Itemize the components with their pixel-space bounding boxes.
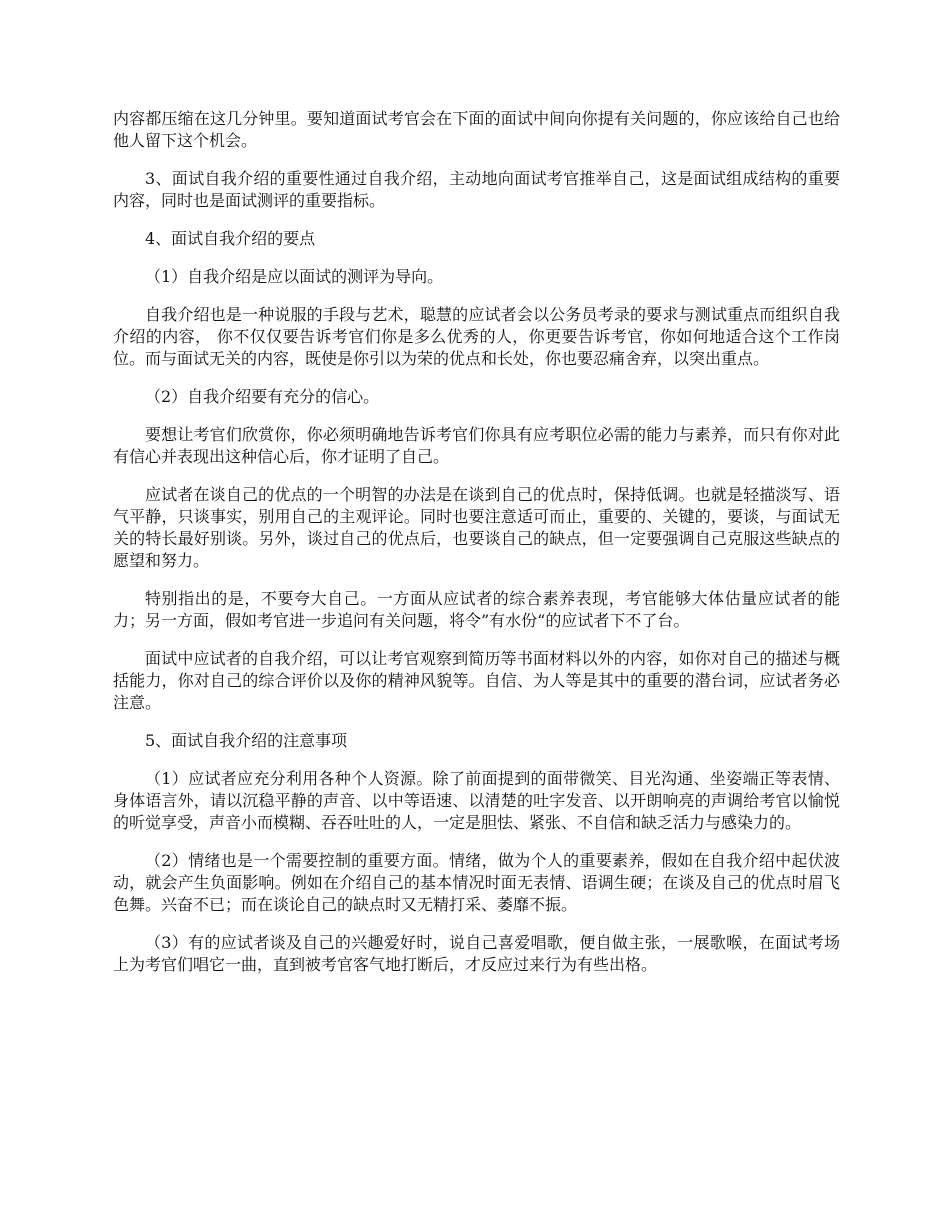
- subheading-4-1: （1）自我介绍是应以面试的测评为导向。: [145, 267, 444, 286]
- paragraph-4-2-body-3: 特别指出的是，不要夸大自己。一方面从应试者的综合素养表现，考官能够大体估量应试者的能力；另一方面，假如考官进一步追问有关问题，将令”有水份“的应试者下不了台。: [113, 589, 840, 630]
- paragraph-continuation: 内容都压缩在这几分钟里。要知道面试考官会在下面的面试中间向你提有关问题的，你应该给自己也给他人留下这个机会。: [113, 109, 840, 150]
- paragraph-4-2-body-1: 要想让考官们欣赏你，你必须明确地告诉考官们你具有应考职位必需的能力与素养，而只有你对此有信心并表现出这种信心后，你才证明了自己。: [113, 425, 840, 466]
- heading-section-5: 5、面试自我介绍的注意事项: [145, 731, 348, 750]
- paragraph-4-2-body-4: 面试中应试者的自我介绍，可以让考官观察到简历等书面材料以外的内容，如你对自己的描述与概括能力，你对自己的综合评价以及你的精神风貌等。自信、为人等是其中的重要的潜台词，应试者务必注意。: [113, 649, 840, 712]
- paragraph-section-3: 3、面试自我介绍的重要性通过自我介绍，主动地向面试考官推举自己，这是面试组成结构的重要内容，同时也是面试测评的重要指标。: [113, 169, 840, 210]
- document-body: [113, 108, 840, 992]
- paragraph-5-3: （3）有的应试者谈及自己的兴趣爱好时，说自己喜爱唱歌，便自做主张，一展歌喉，在面试考场上为考官们唱它一曲，直到被考官客气地打断后，才反应过来行为有些出格。: [113, 933, 840, 974]
- paragraph-4-2-body-2: 应试者在谈自己的优点的一个明智的办法是在谈到自己的优点时，保持低调。也就是轻描淡写、语气平静，只谈事实，别用自己的主观评论。同时也要注意适可而止，重要的、关键的，要谈，与面试无关的特长最好别谈。另外，谈过自己的优点后，也要谈自己的缺点，但一定要强调自己克服这些缺点的愿望和努力。: [113, 485, 840, 570]
- paragraph-5-1: （1）应试者应充分利用各种个人资源。除了前面提到的面带微笑、目光沟通、坐姿端正等表情、身体语言外，请以沉稳平静的声音、以中等语速、以清楚的吐字发音、以开朗响亮的声调给考官以愉悦的听觉享受，声音小而模糊、吞吞吐吐的人，一定是胆怯、紧张、不自信和缺乏活力与感染力的。: [113, 769, 840, 832]
- paragraph-5-2: （2）情绪也是一个需要控制的重要方面。情绪，做为个人的重要素养，假如在自我介绍中起伏波动，就会产生负面影响。例如在介绍自己的基本情况时面无表情、语调生硬；在谈及自己的优点时眉飞色舞。兴奋不已；而在谈论自己的缺点时又无精打采、萎靡不振。: [113, 851, 840, 914]
- heading-section-4: 4、面试自我介绍的要点: [145, 229, 316, 248]
- subheading-4-2: （2）自我介绍要有充分的信心。: [145, 387, 380, 406]
- paragraph-4-1-body: 自我介绍也是一种说服的手段与艺术，聪慧的应试者会以公务员考录的要求与测试重点而组织自我介绍的内容， 你不仅仅要告诉考官们你是多么优秀的人，你更要告诉考官，你如何地适合这个工作岗位。而与面试无关的内容，既使是你引以为荣的优点和长处，你也要忍痛舍弃，以突出重点。: [113, 305, 840, 368]
